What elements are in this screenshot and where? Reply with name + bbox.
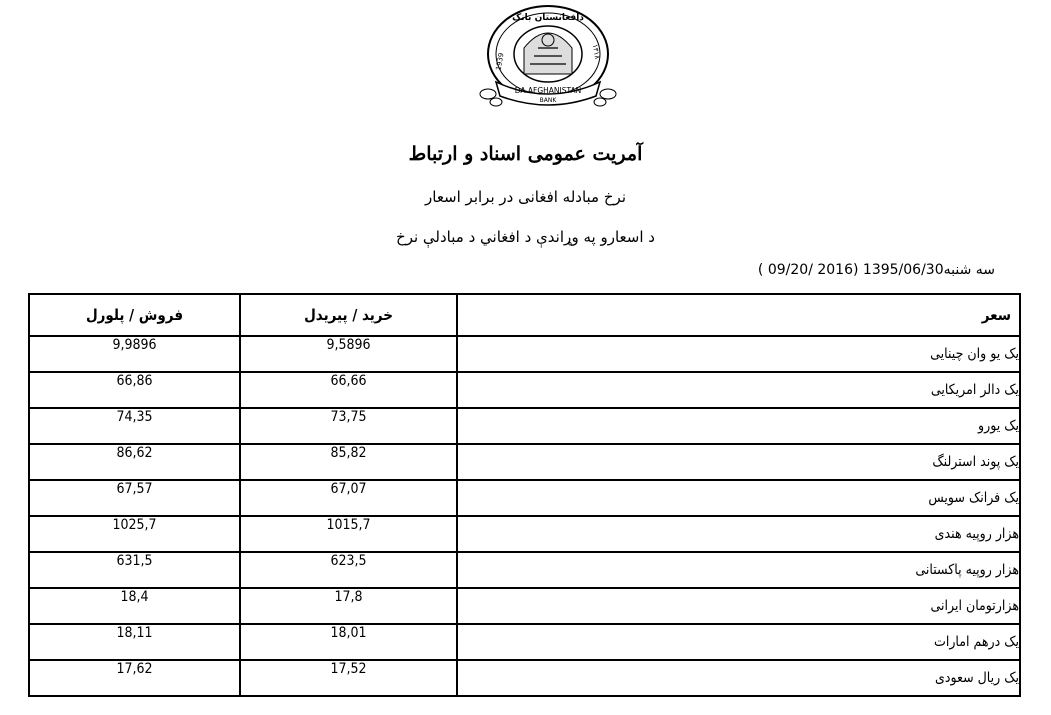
column-header-currency: سعر	[457, 294, 1020, 336]
rate-date: سه شنبه1395/06/30 (2016 /09/20 )	[757, 262, 995, 278]
subtitle-pashto: د اسعارو په وړاندې د افغاني د مبادلې نرخ	[396, 228, 655, 246]
table-row	[29, 372, 1020, 408]
sell-rate: 17,62	[29, 660, 240, 696]
currency-name: یک درهم امارات	[457, 624, 1020, 660]
table-row	[29, 624, 1020, 660]
sell-rate: 9,9896	[29, 336, 240, 372]
currency-name: یک دالر امریکایی	[457, 372, 1020, 408]
table-row	[29, 588, 1020, 624]
currency-name: هزارتومان ایرانی	[457, 588, 1020, 624]
sell-rate: 67,57	[29, 480, 240, 516]
column-header-sell: فروش / پلورل	[29, 294, 240, 336]
sell-rate: 18,4	[29, 588, 240, 624]
currency-name: هزار روپیه هندی	[457, 516, 1020, 552]
buy-rate: 73,75	[240, 408, 457, 444]
sell-rate: 18,11	[29, 624, 240, 660]
buy-rate: 85,82	[240, 444, 457, 480]
sell-rate: 1025,7	[29, 516, 240, 552]
currency-name: یک فرانک سویس	[457, 480, 1020, 516]
svg-text:دافغانستان بانک: دافغانستان بانک	[512, 13, 584, 23]
svg-text:۱۳۱۸: ۱۳۱۸	[590, 43, 602, 60]
bank-seal-icon	[478, 4, 618, 110]
svg-text:BANK: BANK	[539, 97, 557, 104]
currency-name: یک یورو	[457, 408, 1020, 444]
buy-rate: 17,52	[240, 660, 457, 696]
currency-name: یک یو وان چینایی	[457, 336, 1020, 372]
sell-rate: 86,62	[29, 444, 240, 480]
buy-rate: 1015,7	[240, 516, 457, 552]
currency-name: هزار روپیه پاکستانی	[457, 552, 1020, 588]
currency-name: یک ریال سعودی	[457, 660, 1020, 696]
buy-rate: 66,66	[240, 372, 457, 408]
sell-rate: 66,86	[29, 372, 240, 408]
table-row	[29, 408, 1020, 444]
sell-rate: 631,5	[29, 552, 240, 588]
buy-rate: 17,8	[240, 588, 457, 624]
buy-rate: 67,07	[240, 480, 457, 516]
table-row	[29, 336, 1020, 372]
table-row	[29, 552, 1020, 588]
page-title: آمریت عمومی اسناد و ارتباط	[408, 143, 643, 165]
svg-text:1939: 1939	[494, 52, 506, 72]
da-afghanistan-bank-seal	[478, 4, 618, 110]
buy-rate: 18,01	[240, 624, 457, 660]
sell-rate: 74,35	[29, 408, 240, 444]
table-row	[29, 480, 1020, 516]
svg-text:DA AFGHANISTAN: DA AFGHANISTAN	[514, 86, 582, 95]
subtitle-dari: نرخ مبادله افغانی در برابر اسعار	[425, 188, 626, 206]
buy-rate: 623,5	[240, 552, 457, 588]
column-header-buy: خرید / پیریدل	[240, 294, 457, 336]
buy-rate: 9,5896	[240, 336, 457, 372]
currency-name: یک پوند استرلنگ	[457, 444, 1020, 480]
table-row	[29, 444, 1020, 480]
table-row	[29, 660, 1020, 696]
table-row	[29, 516, 1020, 552]
exchange-rate-table	[28, 293, 1021, 697]
table-header-row	[29, 294, 1020, 336]
